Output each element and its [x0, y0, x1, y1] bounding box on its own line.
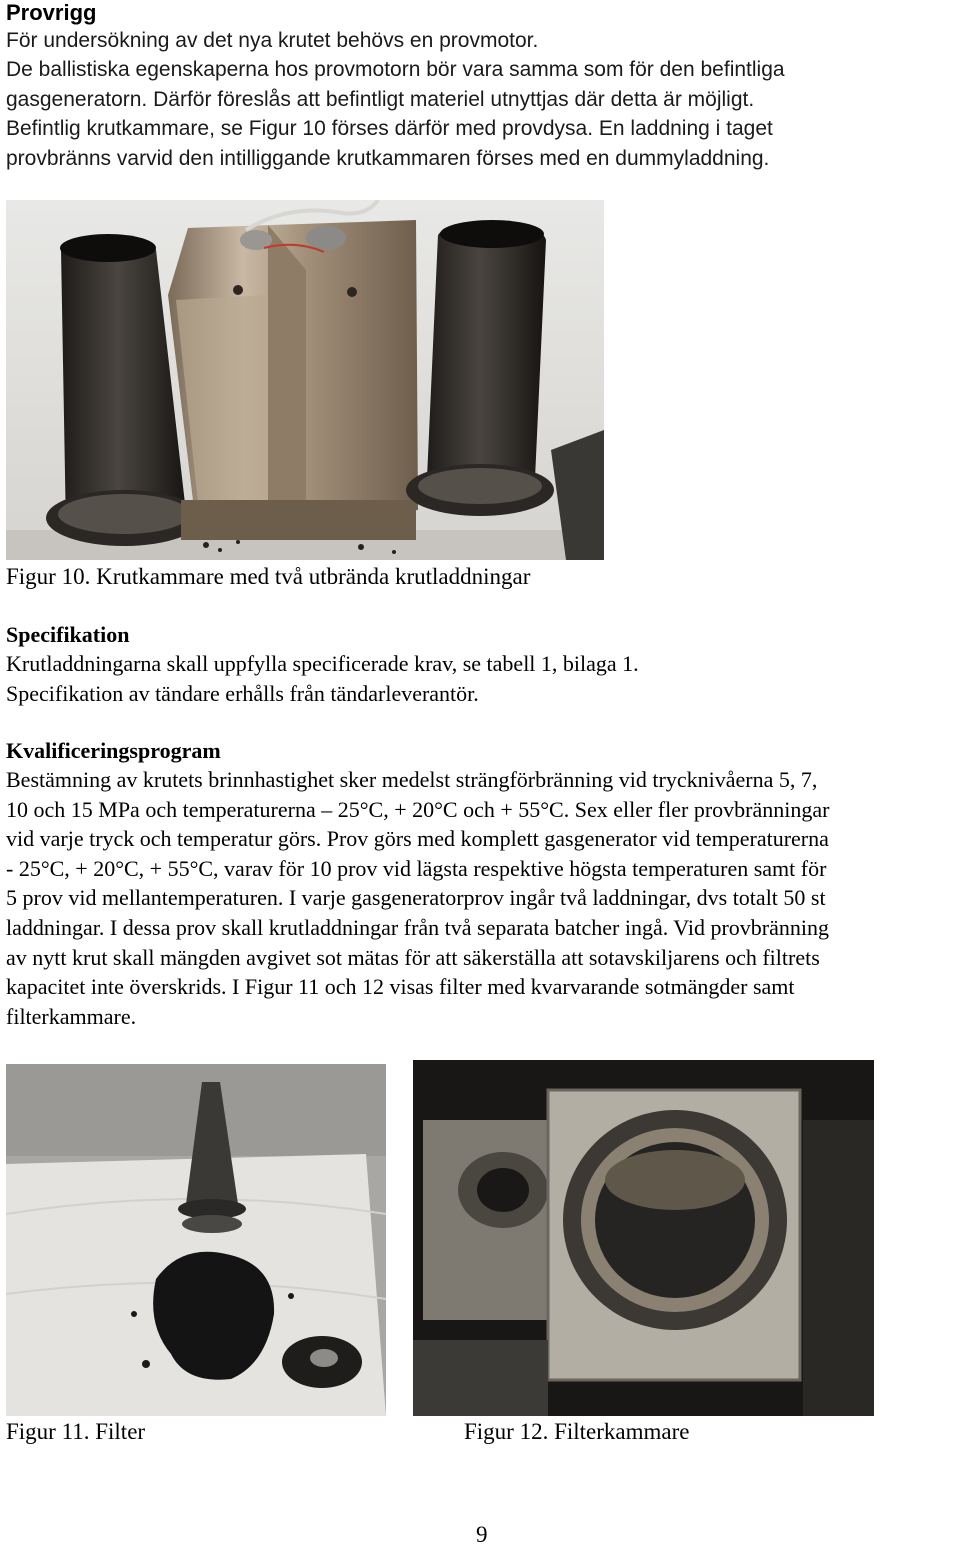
text-line: Bestämning av krutets brinnhastighet sker medelst strängförbränning vid trycknivåerna 5, 7,	[6, 767, 818, 792]
figure-10-caption: Figur 10. Krutkammare med två utbrända krutladdningar	[6, 564, 531, 589]
page-number: 9	[476, 1522, 488, 1547]
text-line: För undersökning av det nya krutet behövs en provmotor.	[6, 29, 539, 52]
heading-specifikation: Specifikation	[6, 622, 130, 647]
text-line: 10 och 15 MPa och temperaturerna – 25°C, + 20°C och + 55°C. Sex eller fler provbränningar	[6, 796, 830, 822]
text-line: Specifikation av tändare erhålls från tändarleverantör.	[6, 680, 479, 706]
specifikation-paragraph	[6, 649, 960, 708]
text-line: kapacitet inte överskrids. I Figur 11 och 12 visas filter med kvarvarande sotmängder samt	[6, 974, 795, 1000]
figure-11-caption: Figur 11. Filter	[6, 1419, 146, 1444]
combustion-chamber-illustration	[6, 200, 604, 560]
text-line: vid varje tryck och temperatur görs. Prov görs med komplett gasgenerator vid temperaturerna	[6, 826, 829, 852]
figure-11-photo	[6, 1064, 386, 1416]
heading-kvalificeringsprogram: Kvalificeringsprogram	[6, 738, 221, 763]
provrigg-paragraph	[6, 26, 956, 173]
text-line: provbränns varvid den intilliggande krutkammaren förses med en dummyladdning.	[6, 146, 770, 170]
filter-chamber-illustration	[413, 1060, 874, 1416]
filter-illustration	[6, 1064, 386, 1416]
text-line: av nytt krut skall mängden avgivet sot mätas för att säkerställa att sotavskiljarens och filtrets	[6, 944, 820, 970]
heading-provrigg: Provrigg	[6, 0, 97, 25]
text-line: Krutladdningarna skall uppfylla specificerade krav, se tabell 1, bilaga 1.	[6, 651, 639, 676]
text-line: De ballistiska egenskaperna hos provmotorn bör vara samma som för den befintliga	[6, 58, 785, 82]
text-line: - 25°C, + 20°C, + 55°C, varav för 10 prov vid lägsta respektive högsta temperaturen samt för	[6, 855, 827, 881]
text-line: gasgeneratorn. Därför föreslås att befintligt materiel utnyttjas där detta är möjligt.	[6, 87, 755, 111]
text-line: filterkammare.	[6, 1003, 137, 1029]
figure-12-caption: Figur 12. Filterkammare	[464, 1419, 690, 1444]
kvalificering-paragraph	[6, 765, 960, 1031]
figure-12-photo	[413, 1060, 874, 1416]
text-line: 5 prov vid mellantemperaturen. I varje gasgeneratorprov ingår två laddningar, dvs totalt 50 st	[6, 885, 826, 911]
text-line: Befintlig krutkammare, se Figur 10 förses därför med provdysa. En laddning i taget	[6, 117, 773, 141]
figure-10-photo	[6, 200, 604, 560]
text-line: laddningar. I dessa prov skall krutladdningar från två separata batcher ingå. Vid provbränning	[6, 914, 830, 940]
